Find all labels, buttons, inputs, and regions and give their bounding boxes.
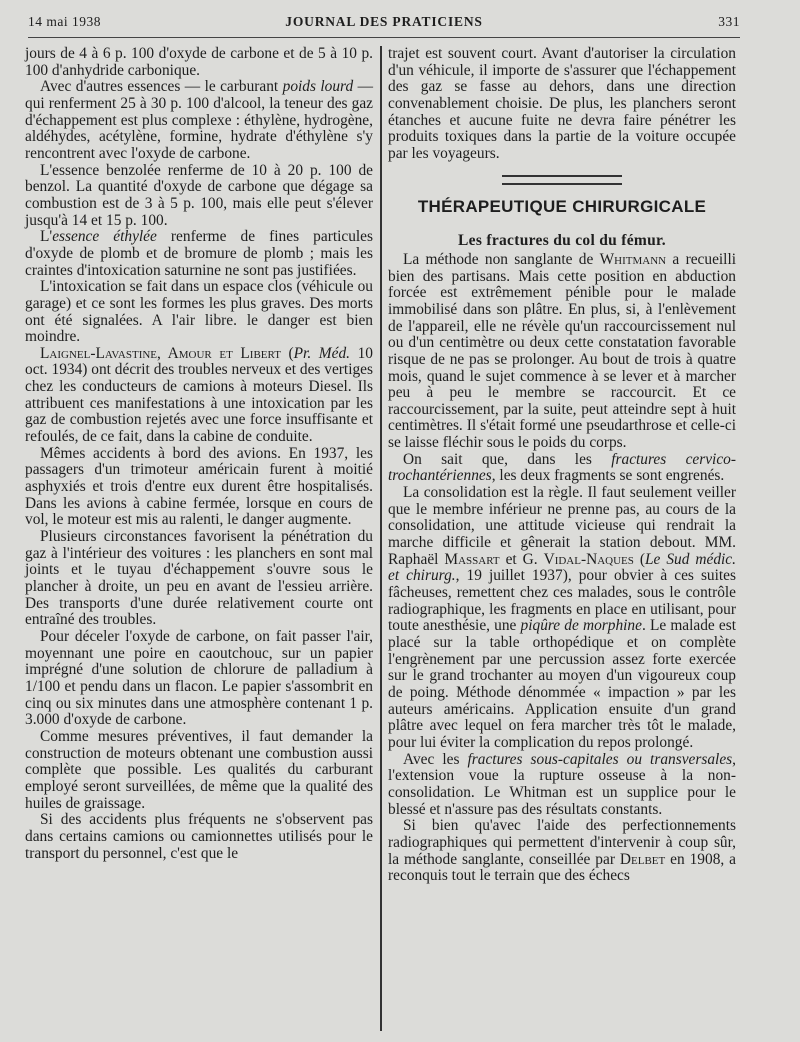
header-rule bbox=[28, 37, 740, 38]
right-column bbox=[388, 46, 736, 885]
paragraph: Mêmes accidents à bord des avions. En 1937, les passagers d'un trimoteur américain furent à moitié asphyxiés et trois d'entre eux durent être hospitalisés. Dans les avions à cabine fermée, lorsque en cours de vol, le moteur est mis au ralenti, le danger augmente. bbox=[25, 444, 373, 529]
left-column bbox=[25, 46, 373, 862]
section-title: THÉRAPEUTIQUE CHIRURGICALE bbox=[417, 196, 707, 216]
paragraph: trajet est souvent court. Avant d'autoriser la circulation d'un véhicule, il importe de s'assurer que l'échappement des gaz se fasse au dehors, dans une direction convenablement choisie. De plus, les planchers seront étanches et aucune fuite ne devra faire pénétrer les produits toxiques dans la partie de la voiture occupée par les voyageurs. bbox=[388, 45, 736, 162]
author-names: Laignel-Lavastine, Amour et Libert bbox=[40, 344, 281, 362]
paragraph: L'essence éthylée renferme de fines particules d'oxyde de plomb et de bromure de plomb ; mais les craintes d'intoxication saturnine ne sont pas justifiées. bbox=[25, 228, 373, 279]
header-page-number: 331 bbox=[718, 14, 740, 29]
paragraph: Si des accidents plus fréquents ne s'observent pas dans certains camions ou camionnettes utilisés pour le transport du personnel, c'est que le bbox=[25, 811, 373, 862]
paragraph: Laignel-Lavastine, Amour et Libert (Pr. Méd. 10 oct. 1934) ont décrit des troubles nerveux et des vertiges chez les conducteurs de camions à moteurs Diesel. Ils attribuent ces manifestations à une intoxication par les gaz de combustion rejetés avec une force insuffisante et refoulés, de ce fait, dans la cabine de conduite. bbox=[25, 344, 373, 446]
paragraph: jours de 4 à 6 p. 100 d'oxyde de carbone et de 5 à 10 p. 100 d'anhydride carbonique. bbox=[25, 45, 373, 79]
paragraph: L'essence benzolée renferme de 10 à 20 p. 100 de benzol. La quantité d'oxyde de carbone que dégage sa combustion est de 3 à 5 p. 100, mais elle peut s'élever jusqu'à 14 et 15 p. 100. bbox=[25, 161, 373, 229]
column-divider bbox=[380, 46, 382, 1031]
paragraph: L'intoxication se fait dans un espace clos (véhicule ou garage) et ce sont les formes les plus graves. Des morts ont été signalées. A l'air libre. le danger est bien moindre. bbox=[25, 278, 373, 346]
running-header bbox=[28, 14, 740, 36]
paragraph: Plusieurs circonstances favorisent la pénétration du gaz à l'intérieur des voitures : les planchers en sont mal joints et le tuyau d'échappement s'ouvre sous le plancher à droite, un peu en avant de l'essieu arrière. Des transports d'une durée relativement courte ont entraîné des troubles. bbox=[25, 528, 373, 629]
paragraph: On sait que, dans les fractures cervico-trochantériennes, les deux fragments se sont engrenés. bbox=[388, 450, 736, 485]
header-journal-title: JOURNAL DES PRATICIENS bbox=[285, 14, 483, 29]
paragraph: La consolidation est la règle. Il faut seulement veiller que le membre inférieur ne prenne pas, au cours de la consolidation, une attitude vicieuse qui rendrait la marche difficile et gênerait la station debout. MM. Raphaël Massart et G. Vidal-Naques (Le Sud médic. et chirurg., 19 juillet 1937), pour obvier à ces suites fâcheuses, remettent chez ces malades, sous le contrôle radiographique, les fragments en place en utilisant, pour toute anesthésie, une piqûre de morphine. Le malade est placé sur la table orthopédique et on complète l'engrènement par une percussion assez forte exercée sur le grand trochanter au moyen d'un vigoureux coup de poing. Méthode dénommée « impaction » par les auteurs américains. Application ensuite d'un grand plâtre avec lequel on fera marcher très tôt le malade, pour lui éviter la complication du repos prolongé. bbox=[388, 484, 736, 751]
section-separator bbox=[502, 175, 622, 185]
paragraph: Comme mesures préventives, il faut demander la construction de moteurs obtenant une combustion aussi complète que possible. Les qualités du carburant employé seront surveillées, de même que la qualité des huiles de graissage. bbox=[25, 727, 373, 812]
header-date: 14 mai 1938 bbox=[28, 14, 101, 29]
paragraph: La méthode non sanglante de Whitmann a recueilli bien des partisans. Mais cette position en abduction forcée est extrêmement pénible pour le malade immobilisé dans son plâtre. En plus, si, à l'enlèvement de l'appareil, elle ne révèle qu'un raccourcissement nul ou d'un centimètre ou deux cette constatation favorable risque de ne pas se prolonger. Au bout de trois à quatre mois, quand le sujet commence à se lever et à marcher peu à peu le membre se raccourcit. Et ce raccourcissement, par la suite, peut atteindre sept à huit centimètres. Il s'était formé une pseudarthrose et celle-ci se laisse fléchir sous le poids du corps. bbox=[388, 250, 737, 452]
article-subheading: Les fractures du col du fémur. bbox=[458, 232, 666, 250]
paragraph: Pour déceler l'oxyde de carbone, on fait passer l'air, moyennant une poire en caoutchouc, sur un papier imprégné d'une solution de chlorure de palladium à 1/100 et pendu dans un flacon. Le papier s'assombrit en cinq ou six minutes dans une atmosphère contenant 1 p. 3.000 d'oxyde de carbone. bbox=[25, 627, 373, 729]
paragraph: Avec d'autres essences — le carburant poids lourd — qui renferment 25 à 30 p. 100 d'alcool, la teneur des gaz d'échappement est plus complexe : éthylène, hydrogène, aldéhydes, acétylène, formine, hydrate d'éthylène s'y rencontrent avec l'oxyde de carbone. bbox=[25, 78, 373, 162]
paragraph: Avec les fractures sous-capitales ou transversales, l'extension voue la rupture osseuse à la non-consolidation. Le Whitman est un supplice pour le blessé et n'assure pas des résultats constants. bbox=[388, 750, 736, 818]
paragraph: Si bien qu'avec l'aide des perfectionnements radiographiques qui permettent d'intervenir à coup sûr, la méthode sanglante, conseillée par Delbet en 1908, a reconquis tout le terrain que des échecs bbox=[388, 817, 736, 885]
